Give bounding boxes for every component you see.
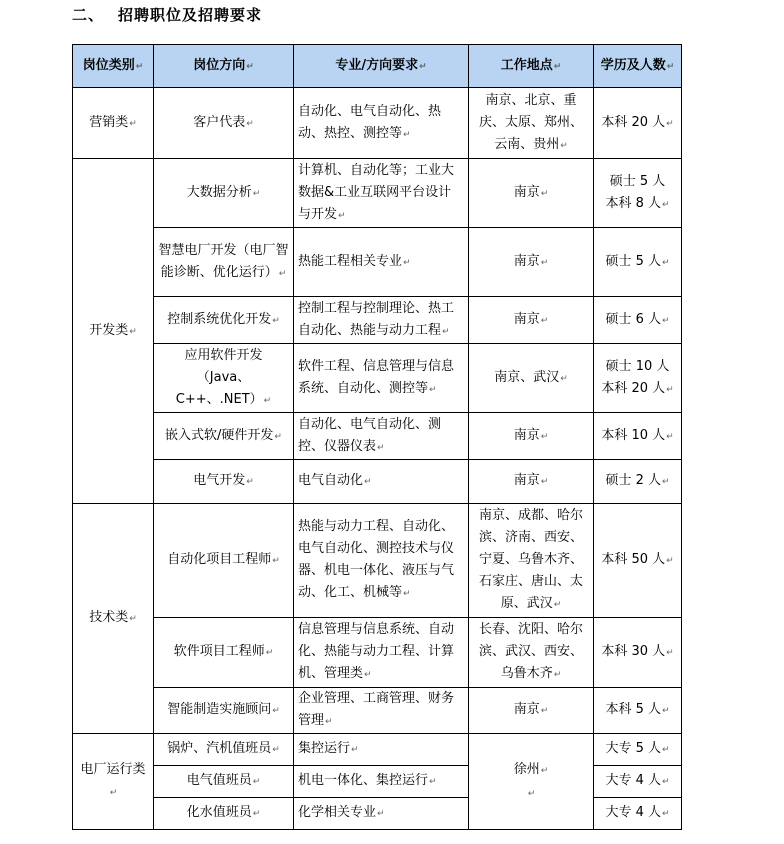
table-row (73, 159, 682, 228)
major-cell: 控制工程与控制理论、热工自动化、热能与动力工程↵ (294, 297, 469, 344)
direction-cell: 电气开发↵ (154, 460, 294, 504)
location-cell: 南京↵ (469, 688, 594, 734)
direction-cell: 自动化项目工程师↵ (154, 504, 294, 618)
table-row (73, 734, 682, 766)
table-row (73, 344, 682, 413)
location-cell: 长春、沈阳、哈尔滨、武汉、西安、乌鲁木齐↵ (469, 618, 594, 688)
table-row (73, 413, 682, 460)
section-title: 招聘职位及招聘要求 (118, 6, 263, 24)
major-cell: 电气自动化↵ (294, 460, 469, 504)
location-cell: 南京、北京、重庆、太原、郑州、云南、贵州↵ (469, 88, 594, 159)
education-cell: 硕士 5 人 本科 8 人↵ (594, 159, 682, 228)
education-cell: 本科 5 人↵ (594, 688, 682, 734)
direction-cell: 化水值班员↵ (154, 798, 294, 830)
major-cell: 计算机、自动化等；工业大数据&工业互联网平台设计与开发↵ (294, 159, 469, 228)
category-cell: 营销类↵ (73, 88, 154, 159)
education-cell: 大专 5 人↵ (594, 734, 682, 766)
table-header-row (73, 45, 682, 88)
direction-cell: 应用软件开发（Java、C++、.NET）↵ (154, 344, 294, 413)
table-row (73, 618, 682, 688)
location-cell: 南京↵ (469, 228, 594, 297)
direction-cell: 智能制造实施顾问↵ (154, 688, 294, 734)
section-number: 二、 (72, 6, 105, 24)
education-cell: 本科 20 人↵ (594, 88, 682, 159)
education-cell: 硕士 5 人↵ (594, 228, 682, 297)
education-cell: 大专 4 人↵ (594, 798, 682, 830)
location-cell: 南京↵ (469, 159, 594, 228)
location-cell: 徐州↵ ↵ (469, 734, 594, 830)
section-heading (72, 4, 262, 25)
recruitment-table (72, 44, 682, 830)
table-row (73, 504, 682, 618)
direction-cell: 控制系统优化开发↵ (154, 297, 294, 344)
category-cell: 电厂运行类↵ (73, 734, 154, 830)
table-row (73, 688, 682, 734)
location-cell: 南京↵ (469, 413, 594, 460)
education-cell: 硕士 10 人 本科 20 人↵ (594, 344, 682, 413)
table-row (73, 88, 682, 159)
location-cell: 南京↵ (469, 460, 594, 504)
header-education: 学历及人数↵ (594, 45, 682, 88)
education-cell: 本科 30 人↵ (594, 618, 682, 688)
education-cell: 硕士 6 人↵ (594, 297, 682, 344)
location-cell: 南京、武汉↵ (469, 344, 594, 413)
major-cell: 热能与动力工程、自动化、电气自动化、测控技术与仪器、机电一体化、液压与气动、化工、机械等↵ (294, 504, 469, 618)
major-cell: 自动化、电气自动化、热动、热控、测控等↵ (294, 88, 469, 159)
table-row (73, 297, 682, 344)
header-location: 工作地点↵ (469, 45, 594, 88)
location-cell: 南京↵ (469, 297, 594, 344)
major-cell: 化学相关专业↵ (294, 798, 469, 830)
major-cell: 集控运行↵ (294, 734, 469, 766)
direction-cell: 锅炉、汽机值班员↵ (154, 734, 294, 766)
major-cell: 软件工程、信息管理与信息系统、自动化、测控等↵ (294, 344, 469, 413)
education-cell: 硕士 2 人↵ (594, 460, 682, 504)
major-cell: 机电一体化、集控运行↵ (294, 766, 469, 798)
direction-cell: 客户代表↵ (154, 88, 294, 159)
education-cell: 本科 10 人↵ (594, 413, 682, 460)
major-cell: 自动化、电气自动化、测控、仪器仪表↵ (294, 413, 469, 460)
major-cell: 信息管理与信息系统、自动化、热能与动力工程、计算机、管理类↵ (294, 618, 469, 688)
direction-cell: 电气值班员↵ (154, 766, 294, 798)
education-cell: 大专 4 人↵ (594, 766, 682, 798)
direction-cell: 嵌入式软/硬件开发↵ (154, 413, 294, 460)
table-row (73, 228, 682, 297)
major-cell: 企业管理、工商管理、财务管理↵ (294, 688, 469, 734)
education-cell: 本科 50 人↵ (594, 504, 682, 618)
table-row (73, 460, 682, 504)
direction-cell: 大数据分析↵ (154, 159, 294, 228)
location-cell: 南京、成都、哈尔滨、济南、西安、宁夏、乌鲁木齐、石家庄、唐山、太原、武汉↵ (469, 504, 594, 618)
header-major: 专业/方向要求↵ (294, 45, 469, 88)
header-category: 岗位类别↵ (73, 45, 154, 88)
category-cell: 技术类↵ (73, 504, 154, 734)
direction-cell: 软件项目工程师↵ (154, 618, 294, 688)
direction-cell: 智慧电厂开发（电厂智能诊断、优化运行）↵ (154, 228, 294, 297)
category-cell: 开发类↵ (73, 159, 154, 504)
header-direction: 岗位方向↵ (154, 45, 294, 88)
major-cell: 热能工程相关专业↵ (294, 228, 469, 297)
